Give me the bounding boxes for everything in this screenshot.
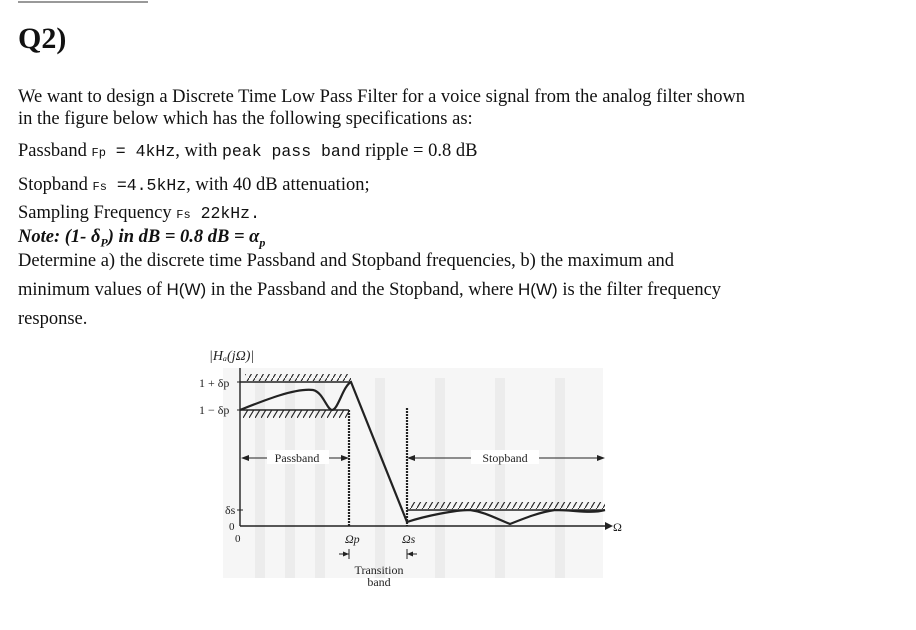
passband-spec: [18, 140, 477, 164]
top-rule: [18, 0, 148, 4]
lower-bound-label: 1 − δp: [199, 403, 230, 417]
sampling-symbol: Fs: [176, 208, 191, 222]
omega-s-label: Ωs: [402, 532, 416, 546]
stopband-tail: , with 40 dB attenuation;: [186, 175, 370, 195]
question-label: Q2): [18, 22, 67, 55]
passband-upper-hatch: [245, 374, 351, 381]
stopband-symbol: Fs: [92, 180, 107, 194]
question-line-2a: minimum values of: [18, 280, 167, 300]
intro-line-2: in the figure below which has the following specifications as:: [18, 109, 473, 129]
stopband-spec: [18, 174, 370, 198]
x-axis-arrow: [605, 522, 613, 530]
omega-p-label: Ωp: [345, 532, 360, 546]
sampling-label: Sampling Frequency: [18, 203, 177, 223]
intro-line-1: We want to design a Discrete Time Low Pass Filter for a voice signal from the analog filter shown: [18, 87, 746, 107]
hw-symbol-2: H(W): [518, 280, 558, 299]
transition-label-line1: Transition: [354, 563, 404, 577]
omega-label: Ω: [613, 520, 622, 534]
passband-tail: ripple = 0.8 dB: [360, 141, 478, 161]
note-sub: P: [100, 235, 108, 250]
filter-spec-figure: [195, 338, 635, 598]
passband-value: 4kHz: [135, 142, 176, 161]
passband-mid: , with: [175, 141, 222, 161]
passband-label: Passband: [18, 141, 92, 161]
transition-label-line2: band: [367, 575, 391, 589]
passband-mono-phrase: peak pass band: [222, 142, 361, 161]
passband-label: Passband: [274, 451, 320, 465]
note-alpha-sub: p: [259, 235, 266, 250]
question-line-3: response.: [18, 309, 88, 329]
figure-background: [223, 368, 603, 578]
stopband-eq: =: [106, 176, 127, 195]
sampling-value: 22kHz.: [190, 204, 260, 223]
x-zero-label: 0: [235, 533, 241, 545]
hw-symbol-1: H(W): [166, 280, 207, 299]
stopband-hatch: [409, 502, 605, 509]
stopband-label: Stopband: [18, 175, 93, 195]
question-line-2c: is the filter frequency: [557, 280, 722, 300]
stopband-value: 4.5kHz: [126, 176, 187, 195]
y-zero-label: 0: [229, 521, 235, 533]
upper-bound-label: 1 + δp: [199, 376, 230, 390]
stopband-label: Stopband: [482, 451, 528, 465]
question-line-1: Determine a) the discrete time Passband and Stopband frequencies, b) the maximum and: [18, 251, 675, 271]
passband-lower-hatch: [243, 410, 349, 418]
stop-level-label: δs: [225, 503, 236, 517]
sampling-spec: [18, 202, 260, 226]
note-prefix: Note: (1- δ: [18, 227, 101, 247]
question-line-2b: in the Passband and the Stopband, where: [206, 280, 519, 300]
question-line-2: [18, 279, 721, 301]
passband-symbol: Fp: [91, 146, 106, 160]
note-suffix: ) in dB = 0.8 dB = α: [107, 227, 260, 247]
y-axis-label: |Hₐ(jΩ)|: [209, 349, 255, 364]
passband-eq: =: [105, 142, 136, 161]
